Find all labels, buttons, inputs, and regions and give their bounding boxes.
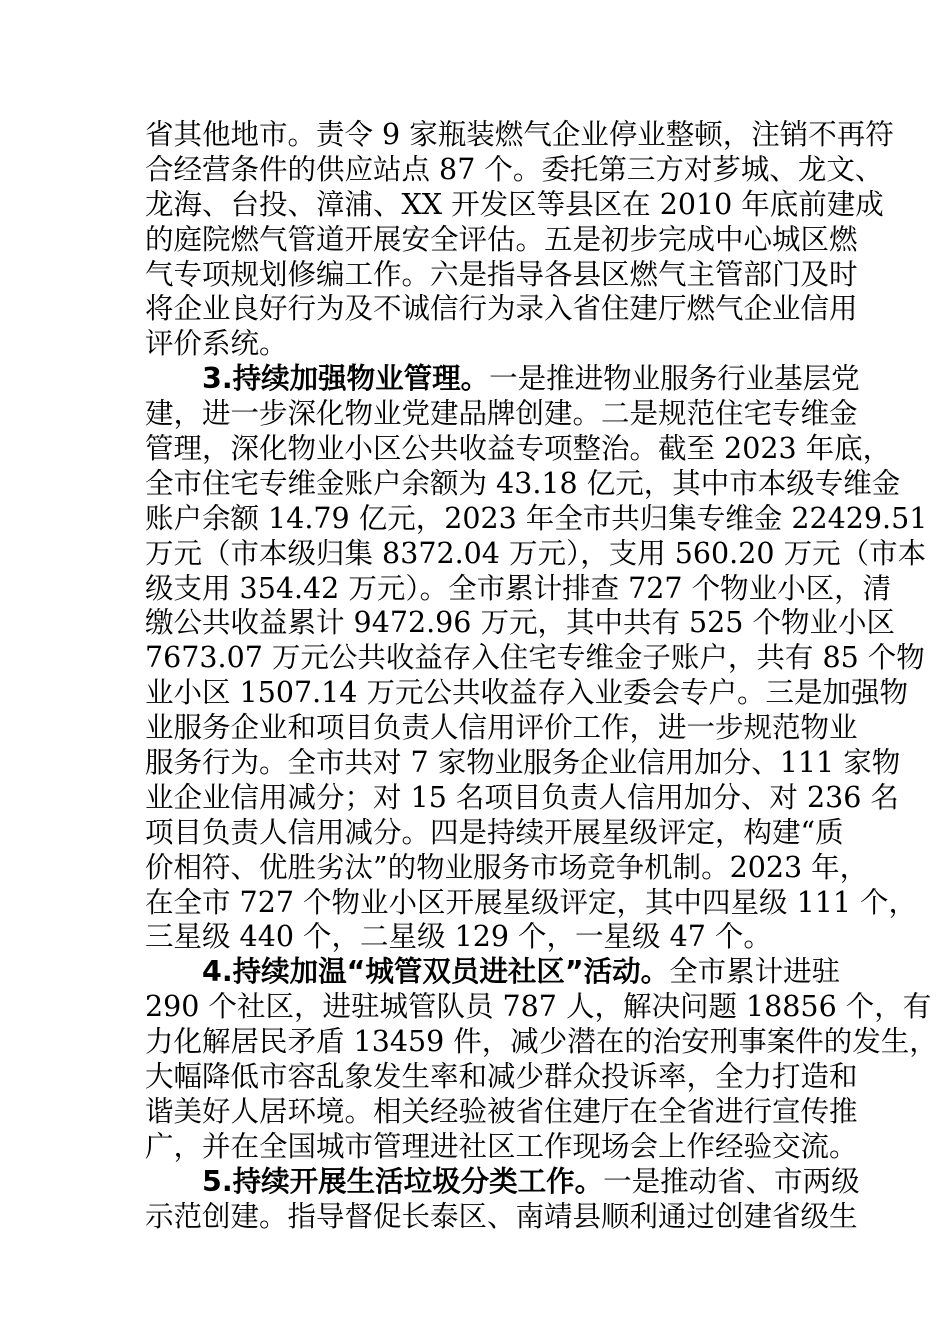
text-line: 服务行为。全市共对 7 家物业服务企业信用加分、111 家物 [145,746,901,780]
paragraph-waste-sorting [145,1164,860,1235]
text-run: 一是推进物业服务行业基层党 [489,362,860,396]
text-line: 缴公共收益累计 9472.96 万元，其中共有 525 个物业小区 [145,606,895,640]
text-line: 大幅降低市容乱象发生率和减少群众投诉率，全力打造和 [145,1060,858,1094]
section-heading: 3.持续加强物业管理。 [202,362,490,396]
text-line: 账户余额 14.79 亿元，2023 年全市共归集专维金 22429.51 [145,501,928,535]
text-line: 价相符、优胜劣汰”的物业服务市场竞争机制。2023 年， [145,850,869,884]
text-line [145,955,841,990]
document-body [145,118,938,1235]
text-line [145,1164,860,1200]
section-heading: 4.持续加温“城管双员进社区”活动。 [202,955,670,989]
paragraph-property-management [145,362,928,955]
section-heading: 5.持续开展生活垃圾分类工作。 [202,1164,604,1198]
text-line: 评价系统。 [145,327,288,361]
text-line: 的庭院燃气管道开展安全评估。五是初步完成中心城区燃 [145,222,858,256]
text-line: 业企业信用减分；对 15 名项目负责人信用加分、对 236 名 [145,780,899,814]
text-line: 全市住宅专维金账户余额为 43.18 亿元，其中市本级专维金 [145,466,901,500]
text-line: 示范创建。指导督促长泰区、南靖县顺利通过创建省级生 [145,1199,858,1233]
text-line: 业小区 1507.14 万元公共收益存入业委会专户。三是加强物 [145,676,908,710]
text-run: 全市累计进驻 [669,955,841,989]
text-line: 广，并在全国城市管理进社区工作现场会上作经验交流。 [145,1129,858,1163]
text-line: 气专项规划修编工作。六是指导各县区燃气主管部门及时 [145,257,858,291]
text-line: 谐美好人居环境。相关经验被省住建厅在全省进行宣传推 [145,1094,858,1128]
text-line: 建，进一步深化物业党建品牌创建。二是规范住宅专维金 [145,397,858,431]
text-line: 省其他地市。责令 9 家瓶装燃气企业停业整顿，注销不再符 [145,118,894,151]
text-line: 级支用 354.42 万元）。全市累计排查 727 个物业小区，清 [145,571,892,605]
text-line: 项目负责人信用减分。四是持续开展星级评定，构建“质 [145,815,844,849]
text-line: 290 个社区，进驻城管队员 787 人，解决问题 18856 个，有 [145,990,932,1024]
text-line [145,362,860,397]
text-line: 三星级 440 个，二星级 129 个，一星级 47 个。 [145,920,772,954]
text-line: 7673.07 万元公共收益存入住宅专维金子账户，共有 85 个物 [145,641,925,675]
text-line: 将企业良好行为及不诚信行为录入省住建厅燃气企业信用 [145,292,858,326]
text-line: 力化解居民矛盾 13459 件，减少潜在的治安刑事案件的发生， [145,1025,938,1059]
text-line: 龙海、台投、漳浦、XX 开发区等县区在 2010 年底前建成 [145,187,884,221]
text-run: 一是推动省、市两级 [603,1164,860,1198]
text-line: 管理，深化物业小区公共收益专项整治。截至 2023 年底， [145,432,892,466]
text-line: 业服务企业和项目负责人信用评价工作，进一步规范物业 [145,711,858,745]
paragraph-gas-safety [145,118,894,362]
text-line: 合经营条件的供应站点 87 个。委托第三方对芗城、龙文、 [145,152,884,186]
text-line: 万元（市本级归集 8372.04 万元），支用 560.20 万元（市本 [145,536,927,570]
text-line: 在全市 727 个物业小区开展星级评定，其中四星级 111 个， [145,885,918,919]
paragraph-urban-management-community [145,955,938,1164]
